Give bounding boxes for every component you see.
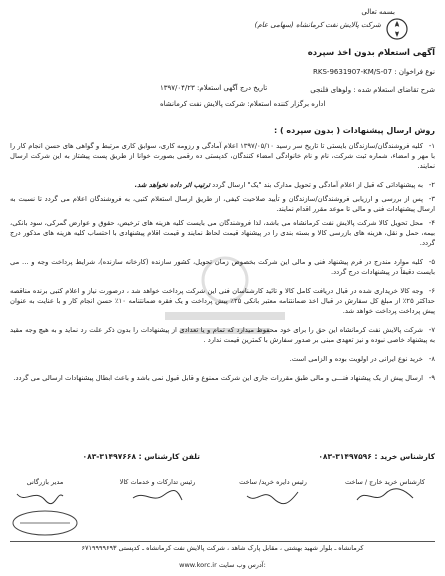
emphasis-text: ترتیب اثر داده نخواهد شد. xyxy=(134,181,210,189)
company-logo-icon xyxy=(385,17,409,41)
list-item: ۸-خرید نوع ایرانی در اولویت بوده و الزامی است. xyxy=(289,355,435,363)
website-label: آدرس وب سایت: xyxy=(218,561,266,569)
publish-date: تاریخ درج آگهی استعلام: ۱۳۹۷/۰۴/۲۳ xyxy=(160,84,268,92)
list-item: ۳-پس از بررسی و ارزیابی فروشندگان/سازندگان و تأیید صلاحیت کیفی، از طریق ارسال استعلام کتبی، به فروشندگان اعلام می گردد تا نسبت به ارسال پیشنهادات فنی و مالی تا موعد مقرر اقدام نمایند. xyxy=(10,195,435,213)
signatures-row xyxy=(10,478,435,508)
basmala: بسمه تعالی xyxy=(361,8,395,16)
footer-divider xyxy=(10,541,435,542)
section-title: روش ارسال پیشنهادات ( بدون سپرده ) : xyxy=(274,126,435,135)
signature-supply: رئیس تدارکات و خدمات کالا xyxy=(119,478,196,486)
phones-row xyxy=(10,452,435,464)
signature-scribble-icon xyxy=(245,486,300,506)
signature-scribble-icon xyxy=(15,486,65,506)
signature-expert: کارشناس خرید خارج / ساخت xyxy=(345,478,425,486)
list-item: ۵-کلیه موارد مندرج در فرم پیشنهاد فنی و مالی این شرکت بخصوص زمان تحویل، کشور سازنده (کارخانه سازنده)، شرایط پرداخت وجه و ... می بایست دقیقاً در پیشنهادات درج گردد. xyxy=(10,258,435,276)
seal-stamp-icon xyxy=(10,508,80,538)
signature-manager: مدیر بازرگانی xyxy=(26,478,64,486)
list-item: ۴-محل تحویل کالا شرکت پالایش نفت کرمانشاه می باشد، لذا فروشندگان می بایست کلیه هزینه های ترخیص، حقوق و عوارض گمرکی، سود بانکی، بیمه، حمل و نقل، هزینه های بازرسی کالا و بسته بندی را در پیشنهاد قیمت لحاظ نمایند و قیمت اقلام پیشنهادی با احتساب کلیه هزینه های مذکور درج گردد. xyxy=(10,219,435,247)
list-item: ۶-وجه کالا خریداری شده در قبال دریافت کامل کالا و تائید کارشناسان فنی این شرکت پرداخت خواهد شد ، درصورت نیاز و اعلام کتبی برنده مناقصه حداکثر ۲۵٪ از مبلغ کل سفارش در قبال اخذ ضمانتنامه معتبر بانکی ۲۵٪ پیش پرداخت و یک فقره ضمانتنامه ۱۰٪ حسن انجام کار و با عنایت به عنوان پیش پرداخت پرداخت خواهد شد. xyxy=(10,287,435,315)
website-link[interactable]: www.korc.ir xyxy=(179,561,217,569)
footer-website xyxy=(0,561,445,569)
signature-head: رئیس دایره خرید/ ساخت xyxy=(239,478,307,486)
company-name: شرکت پالایش نفت کرمانشاه (سهامی عام) xyxy=(254,21,381,29)
requirement-desc: شرح تقاضای استعلام شده : ولوهای فلنجی xyxy=(310,86,435,94)
meta-block xyxy=(10,62,435,114)
items-list xyxy=(10,141,435,383)
list-item: ۲-به پیشنهاداتی که قبل از اعلام آمادگی و تحویل مدارک بند "یک" ارسال گردد ترتیب اثر داده نخواهد شد. xyxy=(134,181,435,189)
list-item: ۹-ارسال پیش از یک پیشنهاد فنـــی و مالی طبق مقررات جاری این شرکت ممنوع و قابل قبول نمی باشد و باعث ابطال پیشنهادات ارسالی می گردد. xyxy=(13,374,435,382)
buyer-phone: کارشناس خرید : ۳۱۴۹۷۵۹۶-۰۸۳ xyxy=(318,452,435,461)
signature-scribble-icon xyxy=(130,486,185,506)
document-title: آگهی استعلام بدون اخذ سپرده xyxy=(307,48,435,58)
organizer: اداره برگزار کننده استعلام: شرکت پالایش نفت کرمانشاه xyxy=(160,100,326,108)
footer-address: کرمانشاه ـ بلوار شهید بهشتی ، مقابل پارک شاهد ، شرکت پالایش نفت کرمانشاه ـ کدپستی ۶۷۱۹۹۹۹۶۹۳ xyxy=(81,544,364,552)
header xyxy=(10,4,435,62)
call-type: نوع فراخوان : RKS-9631907-KM/S-07 xyxy=(313,68,435,76)
list-item: ۱-کلیه فروشندگان/سازندگان بایستی تا تاریخ سر رسید ۱۳۹۷/۰۵/۱۰ اعلام آمادگی و رزومه کاری، سوابق کاری مرتبط و گواهی های حسن انجام کار را با مهر و امضاء، شماره ثبت شرکت، نام و نام خانوادگی امضاء کنندگان، کدپستی ده رقمی بصورت خوانا از طریق پست پیشتاز به این شرکت ارسال نمایند. xyxy=(10,142,435,170)
list-item: ۷-شرکت پالایش نفت کرمانشاه این حق را برای خود محفوظ میدارد که تمام و یا تعدادی از پیشنهادات را بدون ذکر علت رد نماید و به هیچ وجه مقید به پیشنهاد خاصی نبوده و نیز تعهدی مبنی بر صدور سفارش با کمترین قیمت ندارد . xyxy=(10,326,435,344)
signature-scribble-icon xyxy=(355,486,415,506)
goods-phone: تلفن کارشناس : ۳۱۴۹۷۶۶۸-۰۸۳ xyxy=(82,452,200,461)
